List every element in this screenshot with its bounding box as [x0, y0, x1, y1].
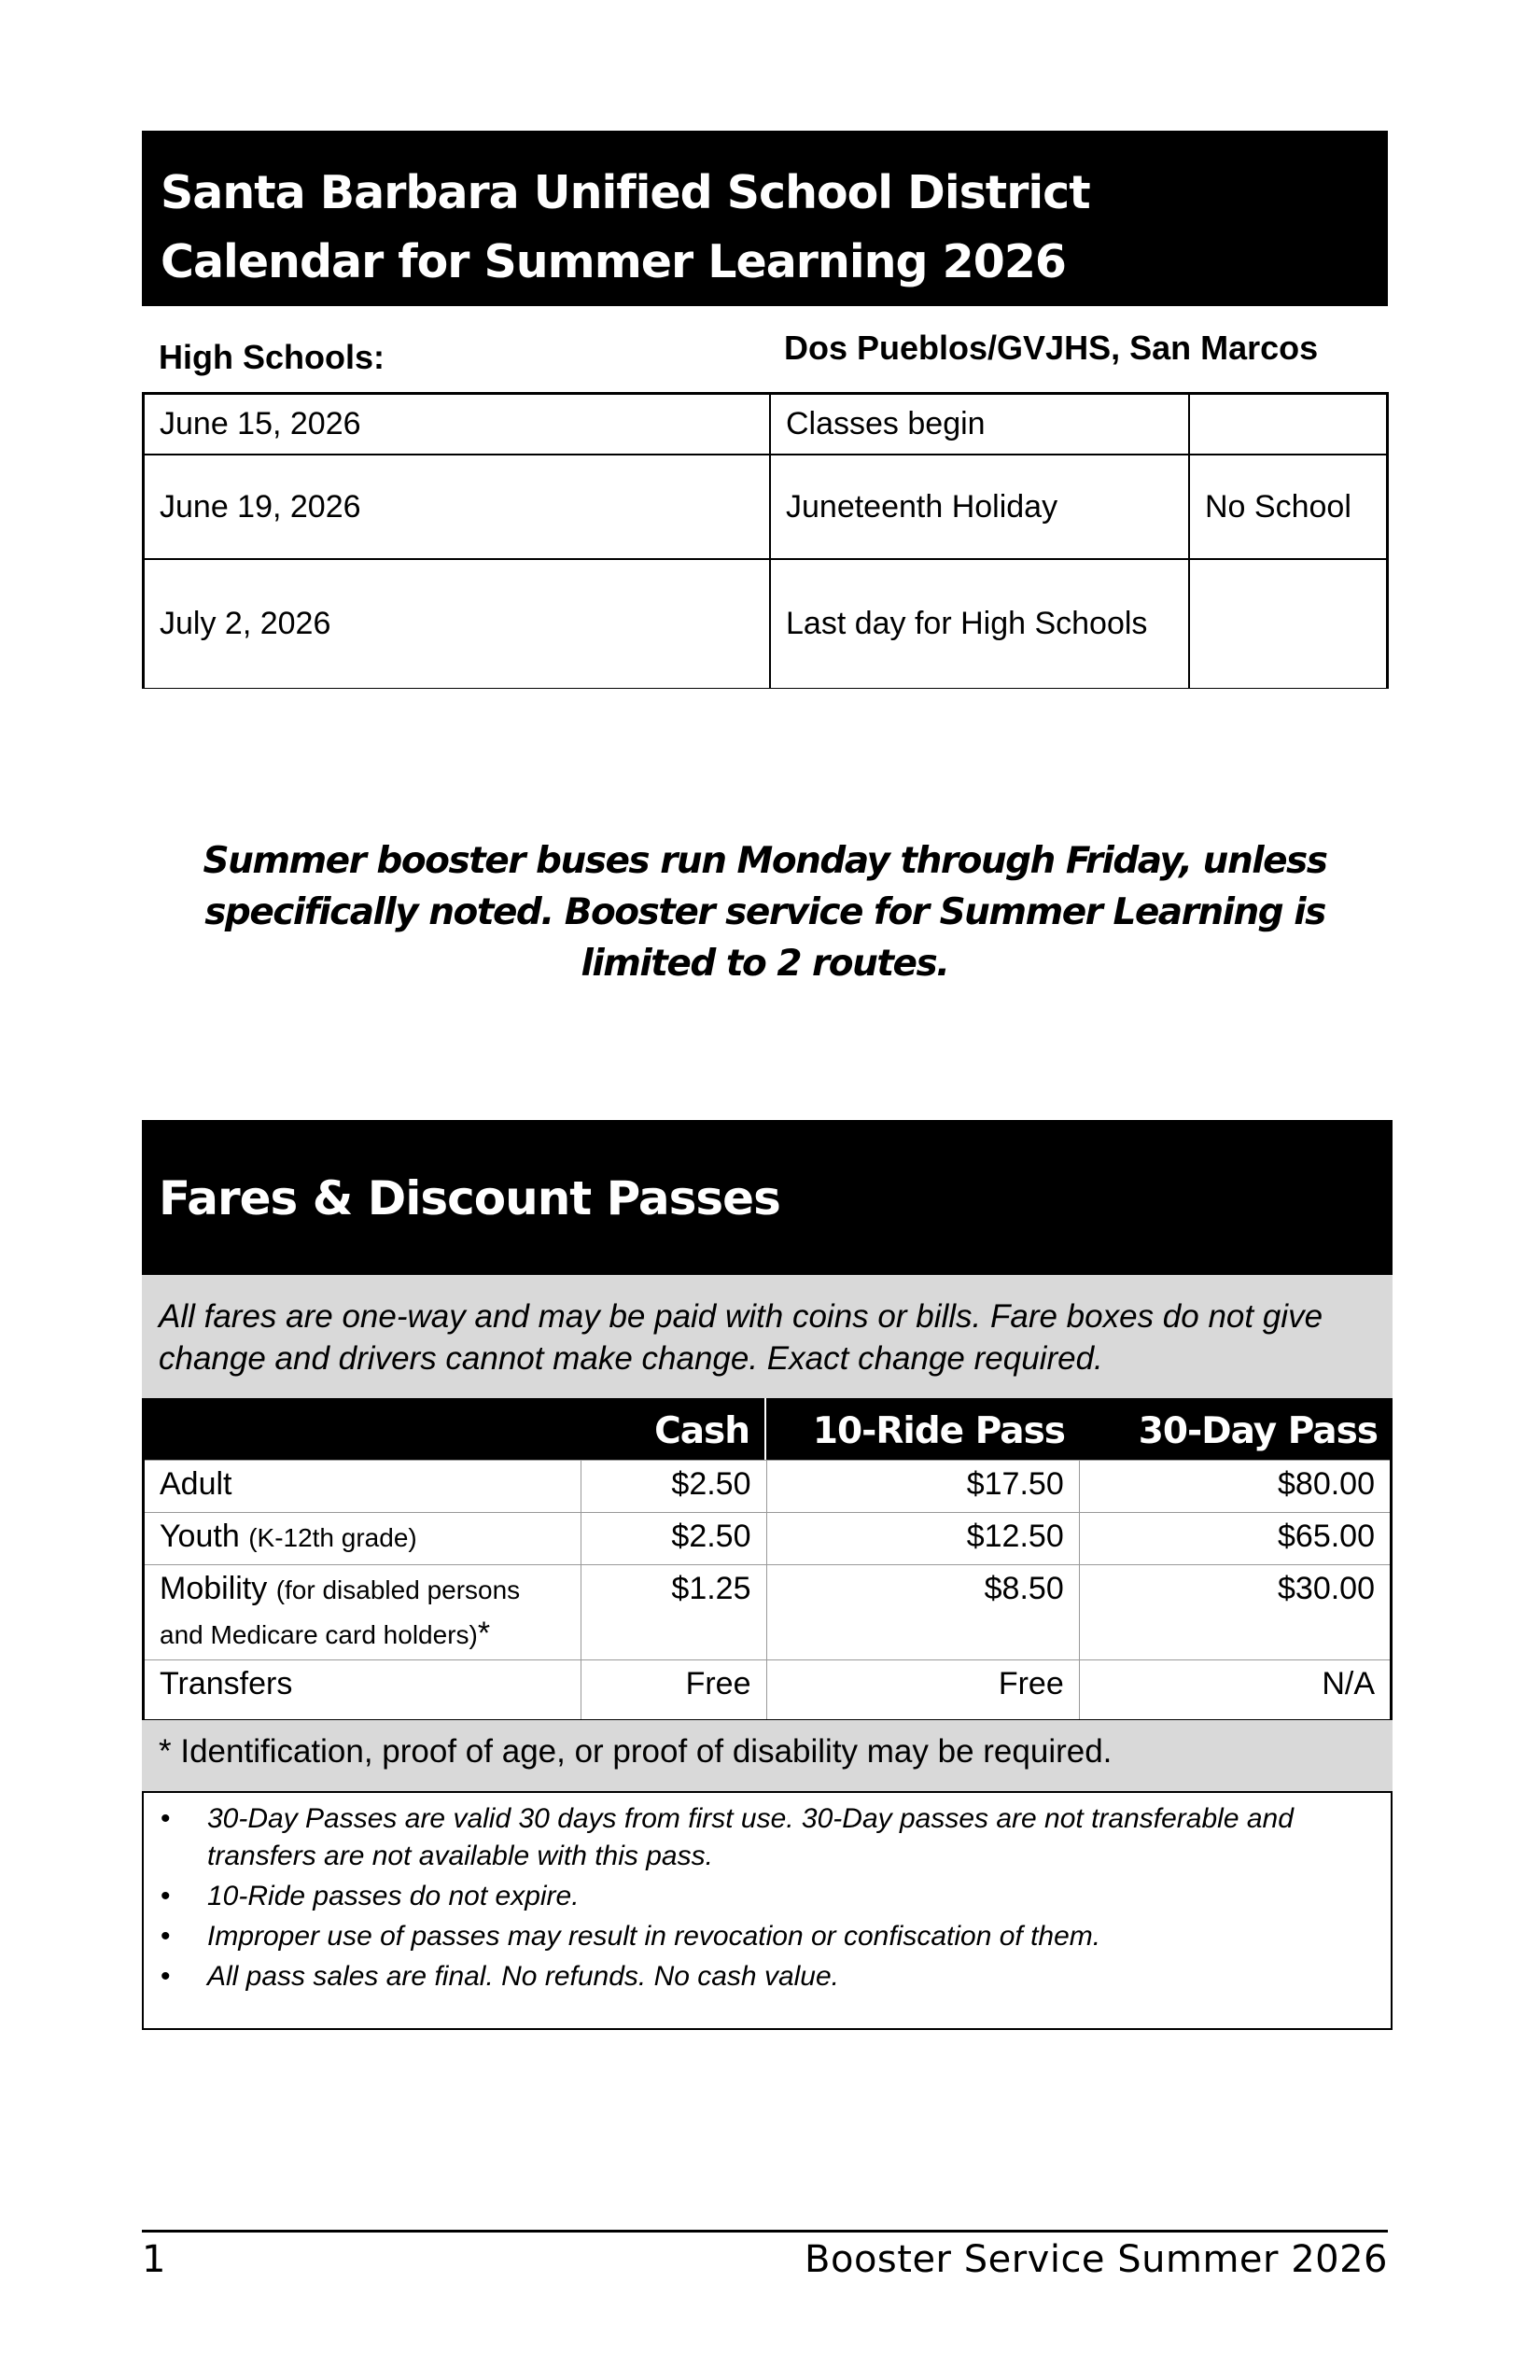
fares-table — [142, 1460, 1393, 1722]
fares-intro: All fares are one-way and may be paid with coins or bills. Fare boxes do not give change and drivers cannot make change. Exact change required. — [142, 1275, 1393, 1398]
fares-column-header — [142, 1398, 1393, 1460]
fare-cash: Free — [581, 1660, 766, 1721]
list-item — [161, 1800, 1372, 1875]
table-row — [144, 1565, 1392, 1660]
calendar-event: Last day for High Schools — [770, 559, 1189, 689]
high-schools-label: High Schools: — [159, 338, 385, 376]
fare-cash: $2.50 — [581, 1461, 766, 1513]
fares-title: Fares & Discount Passes — [142, 1120, 1393, 1275]
bullet-icon: • — [161, 1803, 171, 1834]
fare-30-day: $30.00 — [1079, 1565, 1391, 1660]
fare-label-text: Transfers — [160, 1666, 293, 1701]
table-row — [144, 559, 1388, 689]
bullet-icon: • — [161, 1921, 171, 1952]
calendar-note — [1189, 394, 1388, 455]
table-row — [144, 394, 1388, 455]
calendar-table — [142, 392, 1389, 689]
pass-rule-text: 10-Ride passes do not expire. — [207, 1881, 580, 1911]
calendar-title-line2: Calendar for Summer Learning 2026 — [161, 235, 1067, 288]
fare-label-text: Adult — [160, 1466, 232, 1502]
fare-label-text: Mobility — [160, 1571, 268, 1606]
fare-label-asterisk: * — [477, 1616, 491, 1651]
fare-label-sub: (K-12th grade) — [248, 1523, 417, 1552]
calendar-header — [142, 131, 1388, 306]
pass-rule-text: All pass sales are final. No refunds. No cash value. — [207, 1961, 840, 1992]
fare-label-text: Youth — [160, 1519, 240, 1554]
list-item — [161, 1958, 1372, 1995]
fare-label-sub: (for disabled persons and Medicare card holders) — [160, 1575, 521, 1649]
calendar-note: No School — [1189, 455, 1388, 559]
calendar-title-line1: Santa Barbara Unified School District — [161, 166, 1090, 219]
fare-10-ride: $8.50 — [766, 1565, 1079, 1660]
fare-10-ride: $12.50 — [766, 1513, 1079, 1565]
fare-10-ride: Free — [766, 1660, 1079, 1721]
fare-30-day: $80.00 — [1079, 1461, 1391, 1513]
column-header-30-day: 30-Day Pass — [1138, 1410, 1378, 1452]
calendar-note — [1189, 559, 1388, 689]
booster-service-note: Summer booster buses run Monday through Friday, unless specifically noted. Booster service for Summer Learning is limited to 2 routes. — [203, 840, 1327, 985]
column-header-10-ride: 10-Ride Pass — [812, 1410, 1065, 1452]
table-row — [144, 1461, 1392, 1513]
table-row — [144, 455, 1388, 559]
calendar-date: June 19, 2026 — [144, 455, 771, 559]
list-item — [161, 1878, 1372, 1915]
fare-cash: $2.50 — [581, 1513, 766, 1565]
bullet-icon: • — [161, 1961, 171, 1992]
calendar-event: Classes begin — [770, 394, 1189, 455]
fare-label — [144, 1513, 581, 1565]
fare-10-ride: $17.50 — [766, 1461, 1079, 1513]
column-header-cash: Cash — [654, 1410, 749, 1452]
fare-30-day: N/A — [1079, 1660, 1391, 1721]
footer-rule — [142, 2230, 1388, 2233]
page-number: 1 — [142, 2238, 166, 2281]
fare-label — [144, 1565, 581, 1660]
fares-footnote: * Identification, proof of age, or proof of disability may be required. — [142, 1720, 1393, 1791]
pass-rule-text: 30-Day Passes are valid 30 days from first use. 30-Day passes are not transferable and transfers are not available with this pass. — [207, 1803, 1294, 1871]
list-item — [161, 1918, 1372, 1955]
table-row — [144, 1660, 1392, 1721]
footer-title: Booster Service Summer 2026 — [805, 2238, 1388, 2281]
calendar-date: July 2, 2026 — [144, 559, 771, 689]
fare-30-day: $65.00 — [1079, 1513, 1391, 1565]
calendar-event: Juneteenth Holiday — [770, 455, 1189, 559]
fare-label — [144, 1461, 581, 1513]
calendar-date: June 15, 2026 — [144, 394, 771, 455]
pass-rule-text: Improper use of passes may result in revocation or confiscation of them. — [207, 1921, 1101, 1952]
bullet-icon: • — [161, 1881, 171, 1911]
table-row — [144, 1513, 1392, 1565]
pass-rules — [142, 1791, 1393, 2030]
fare-label — [144, 1660, 581, 1721]
pass-rules-list — [161, 1800, 1372, 1995]
fare-cash: $1.25 — [581, 1565, 766, 1660]
high-schools-names: Dos Pueblos/GVJHS, San Marcos — [784, 329, 1319, 367]
